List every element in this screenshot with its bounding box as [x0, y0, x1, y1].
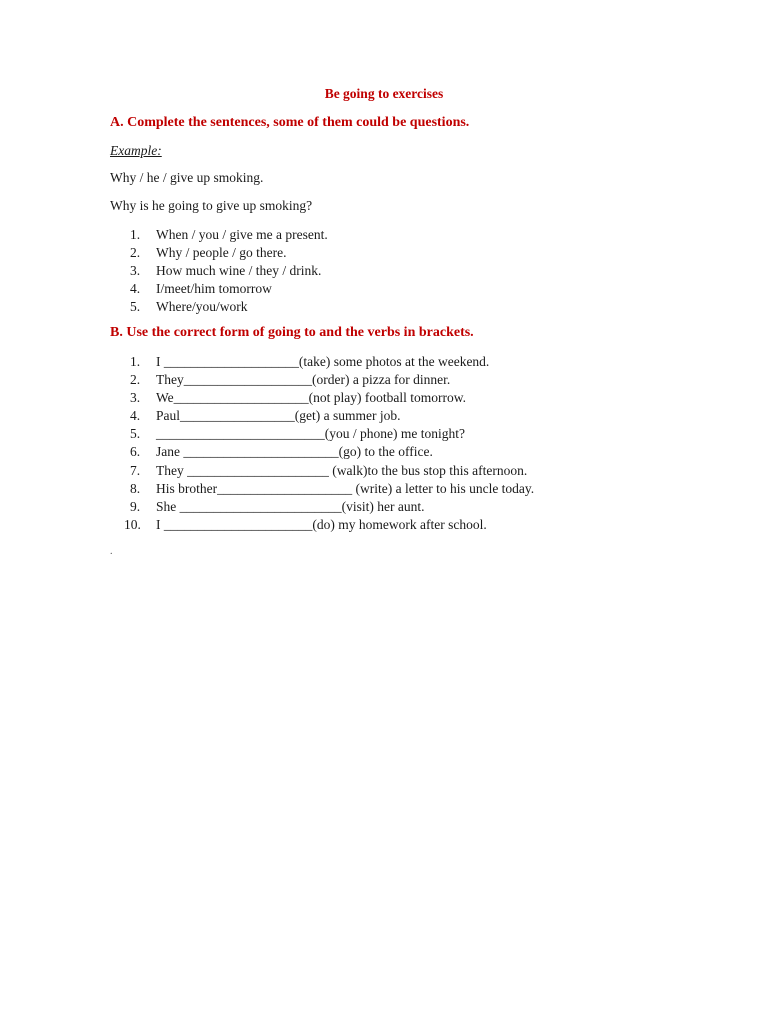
item-text: Why / people / go there. — [156, 245, 287, 261]
item-number: 5. — [130, 299, 141, 315]
list-item — [110, 462, 534, 480]
item-number: 2. — [130, 245, 141, 261]
list-item — [110, 389, 534, 407]
item-text: They _____________________ (walk)to the bus stop this afternoon. — [156, 462, 528, 478]
list-item — [110, 498, 534, 516]
item-text: I ____________________(take) some photos at the weekend. — [156, 354, 490, 369]
item-number: 4. — [130, 408, 141, 424]
section-b-list — [110, 353, 534, 534]
item-text: Paul_________________(get) a summer job. — [156, 408, 401, 424]
list-item — [110, 280, 328, 298]
item-number: 9. — [130, 498, 141, 514]
item-text: She ________________________(visit) her aunt. — [156, 498, 425, 514]
item-text: His brother____________________ (write) a letter to his uncle today. — [156, 480, 535, 496]
item-number: 1. — [130, 354, 141, 369]
section-a-heading: A. Complete the sentences, some of them could be questions. — [110, 115, 470, 130]
item-number: 5. — [130, 426, 141, 442]
list-item — [110, 443, 534, 461]
list-item — [110, 298, 328, 316]
list-item — [110, 353, 534, 371]
item-text: They___________________(order) a pizza for dinner. — [156, 372, 451, 388]
example-answer: Why is he going to give up smoking? — [110, 198, 313, 213]
item-number: 3. — [130, 390, 141, 406]
item-number: 6. — [130, 444, 141, 460]
list-item — [110, 262, 328, 280]
item-text: When / you / give me a present. — [156, 227, 328, 242]
list-item — [110, 226, 328, 244]
list-item — [110, 244, 328, 262]
list-item — [110, 371, 534, 389]
item-text: We____________________(not play) football tomorrow. — [156, 390, 466, 406]
item-number: 8. — [130, 480, 141, 496]
stray-mark: . — [110, 546, 113, 557]
item-text: Where/you/work — [156, 299, 248, 315]
item-number: 10. — [124, 516, 141, 532]
list-item — [110, 425, 534, 443]
example-label: Example: — [110, 143, 162, 158]
list-item — [110, 407, 534, 425]
list-item — [110, 480, 534, 498]
document-title: Be going to exercises — [324, 86, 444, 101]
item-number: 1. — [130, 227, 141, 242]
item-text: I/meet/him tomorrow — [156, 281, 272, 297]
example-prompt: Why / he / give up smoking. — [110, 170, 264, 185]
section-b-heading: B. Use the correct form of going to and the verbs in brackets. — [110, 325, 474, 340]
item-text: I ______________________(do) my homework after school. — [156, 516, 487, 532]
list-item — [110, 516, 534, 534]
item-number: 3. — [130, 263, 141, 279]
item-number: 2. — [130, 372, 141, 388]
item-number: 4. — [130, 281, 141, 297]
item-text: Jane _______________________(go) to the office. — [156, 444, 433, 460]
item-text: _________________________(you / phone) me tonight? — [156, 426, 465, 442]
section-a-list — [110, 226, 328, 316]
item-number: 7. — [130, 462, 141, 478]
item-text: How much wine / they / drink. — [156, 263, 322, 279]
